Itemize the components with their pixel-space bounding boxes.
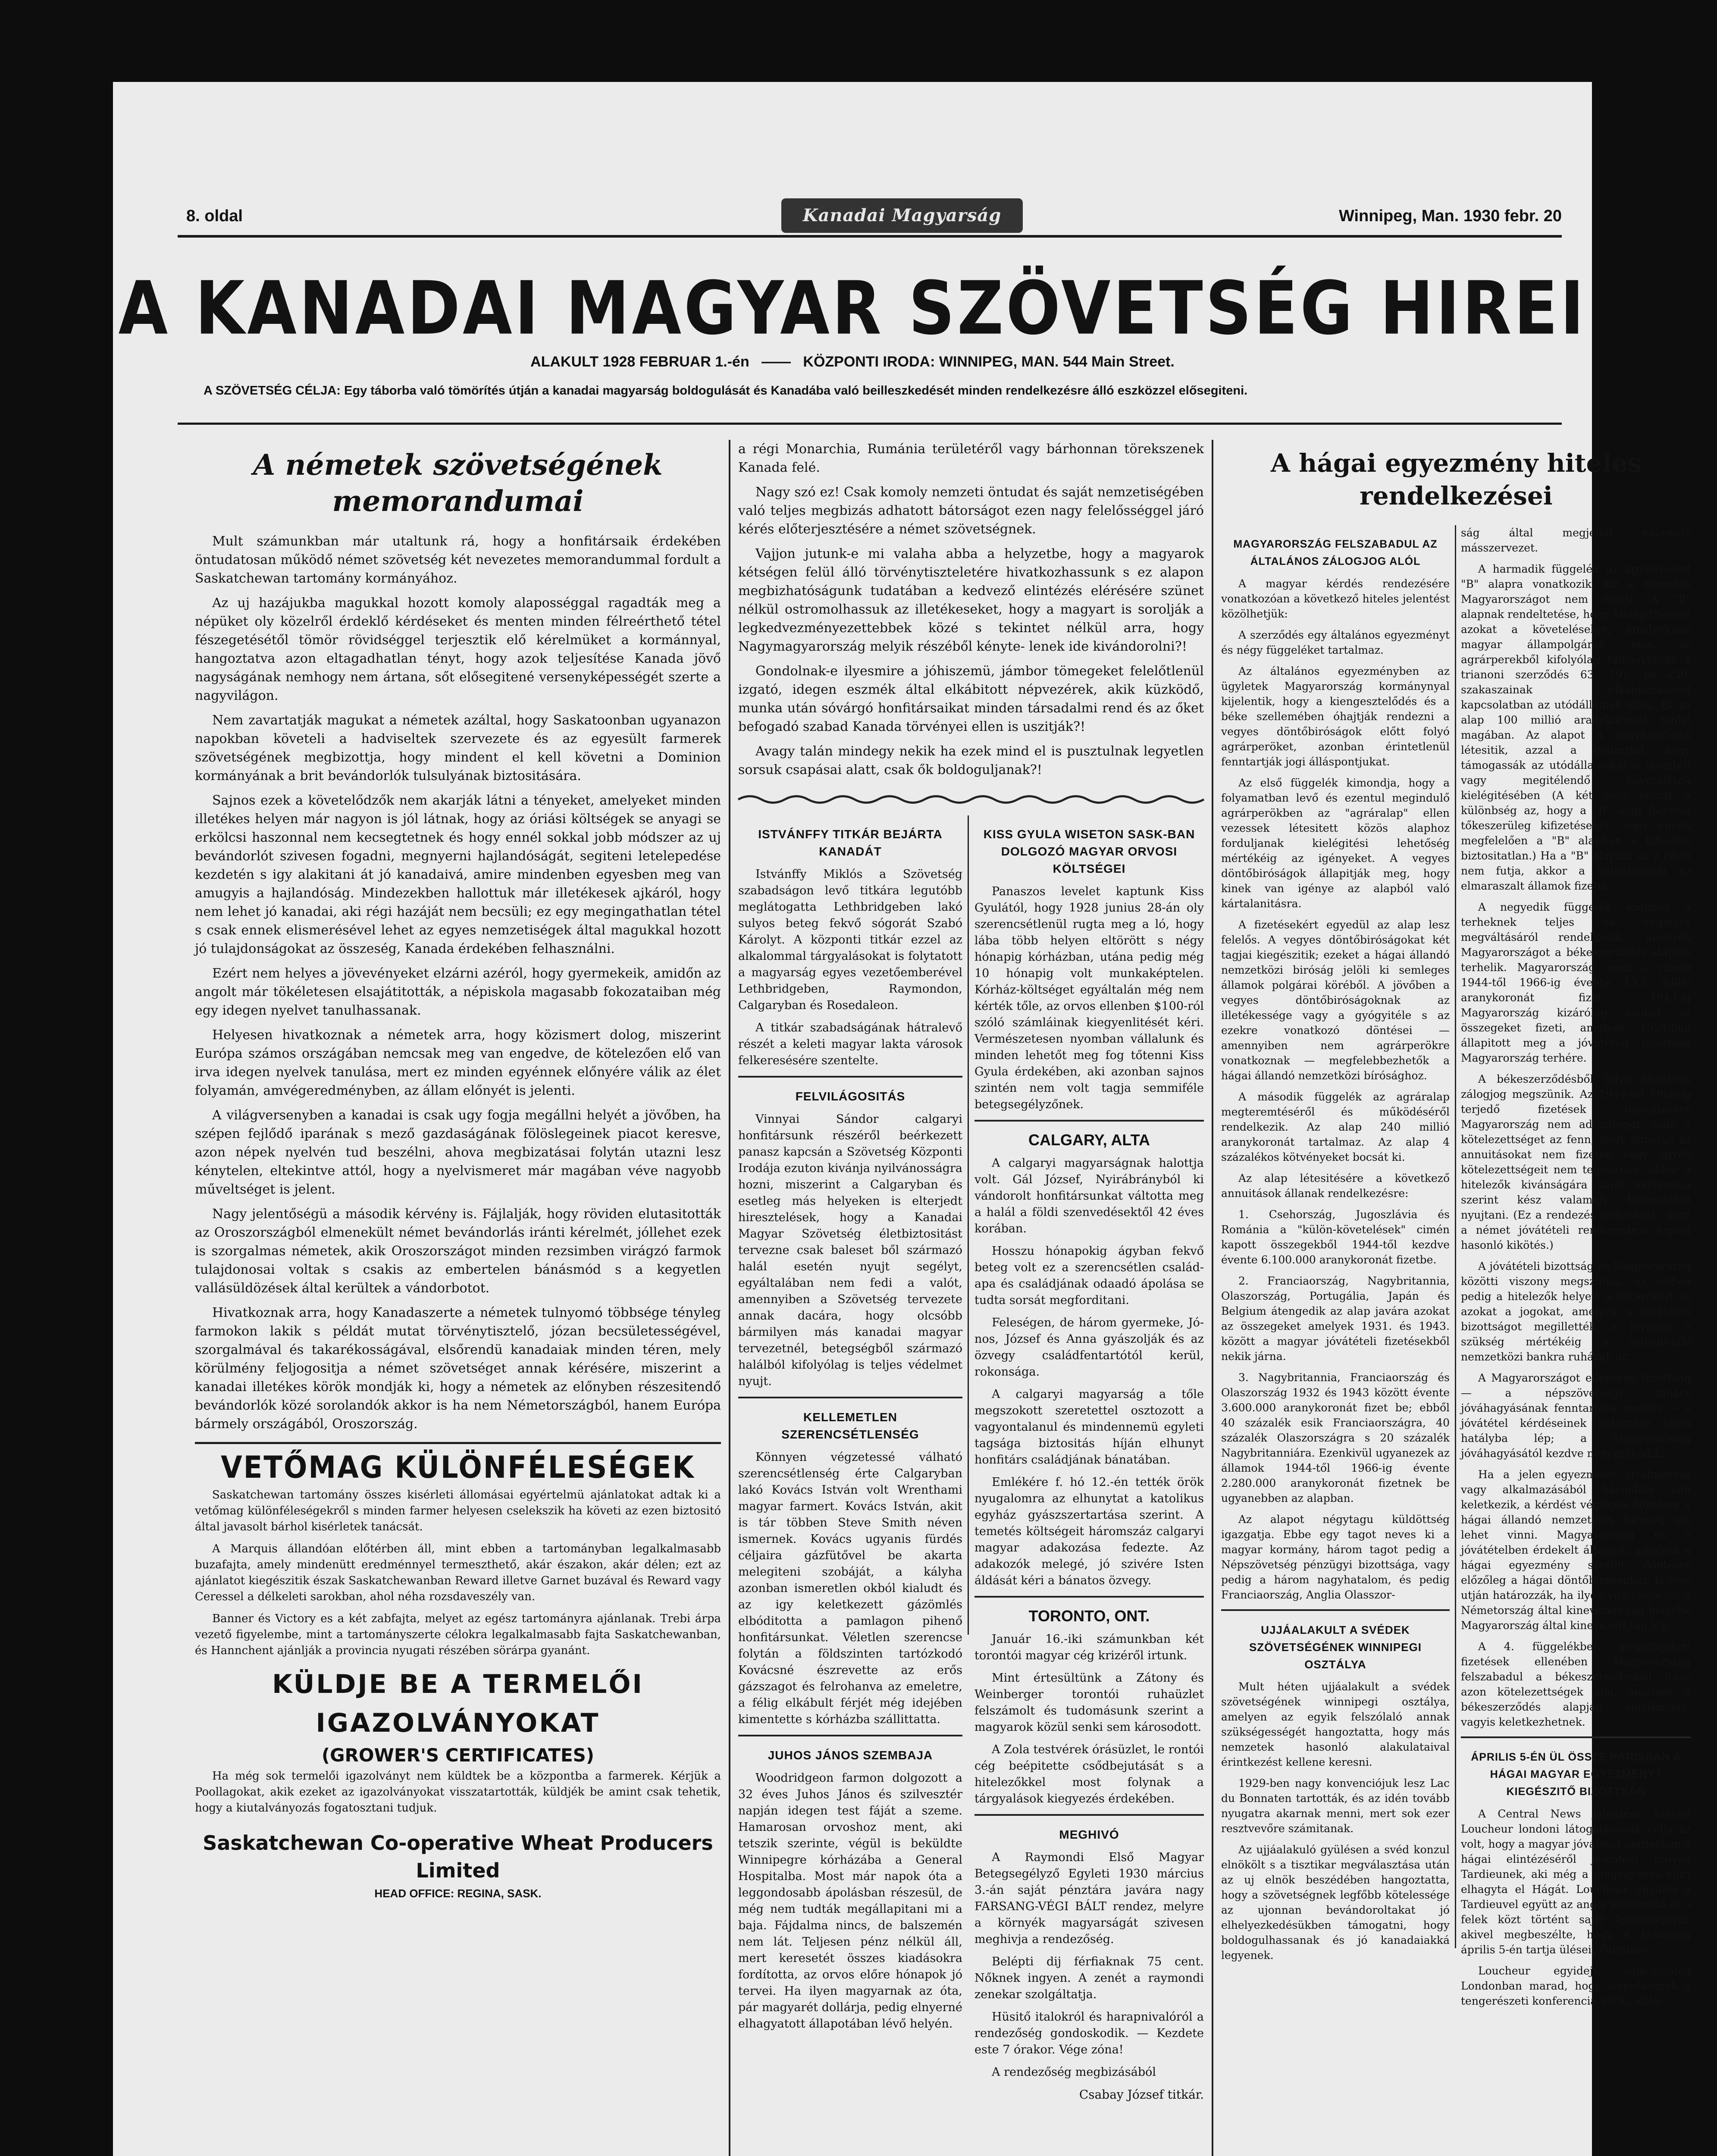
news-paragraph: Emlékére f. hó 12.-én tették örök nyugalomra az elhunytat a katolikus egyház gyászszertartása szerint. A temetés költségeit háromszáz calgaryi magyar adakozása fedezte. Az adakozók melegé, jó szivére Isten áldását kéri a bánatos özvegy.	[974, 1476, 1204, 1587]
news-paragraph: Könnyen végzetessé válható szerencsétlenség érte Calgaryban lakó Kovács István volt Wrenthami magyar farmert. Kovács István, akit is tár többen Steve Smith néven ismernek. Kovács ugyanis fürdés céljaira gázfütővel be akarta melegiteni szobáját, a kályha azonban ismeretlen okból kialudt és az igy keletkezett gázömlés elbóditotta a pamlagon pihenő honfitársunkat. Véletlen szerencse folytán a földszinten tartózkodó Kovácsné észrevette az erős gázszagot és felrohanva az emeletre, a félig elkábult férjét még idejében kimentette s kórházba szállittatta.	[738, 1451, 962, 1726]
news-paragraph: Hüsitő italokról és harapnivalóról a rendezőség gondoskodik. — Kezdete este 7 órakor. Vége zóna!	[974, 2010, 1204, 2056]
ad-callout-2: IGAZOLVÁNYOKAT	[316, 1708, 600, 1738]
news-paragraph: 1929-ben nagy konvenciójuk lesz Lac du Bonnaten tartották, és az idén tovább nyugatra akarnak menni, mert sok ezer resztvevőre számitanak.	[1221, 1777, 1450, 1835]
article-paragraph: Nagy jelentőségü a második kérvény is. Fájlalják, hogy röviden elutasitották az Oroszországból elmenekült német bevándorlás iránti kérelmét, jóllehet ezek is szorgalmas németek, akik Oroszországot minden rezsimben virágzó farmok tulajdonosai voltak s csakis az embertelen bánásmód s a kegyetlen vallásüldözések által kerültek a vándorbotot.	[195, 1206, 721, 1296]
news-paragraph: Az első függelék kimondja, hogy a folyamatban levő és ezentul megindulő agrárperökben az "agráralap" ellen vezessek létesitett közös alaphoz forduljanak kielégitési lehetőség mértékéig az igényeket. A vegyes döntőbiróságok állapitják meg, hogy kinek van igénye az alapból való kártalanitásra.	[1221, 777, 1450, 910]
article-paragraph: A világversenyben a kanadai is csak ugy fogja megállni helyét a jövőben, ha szépen fejlődő iparának s mező gazdaságának fölöslegeinek piacot keresve, azon népek nyelvén tud beszélni, ahova megbizatásai folytán utazni lesz kénytelen, eltekintve attól, hogy a nyelvismeret már magában véve nagyobb műveltséget is jelent.	[195, 1108, 721, 1197]
date-line: Winnipeg, Man. 1930 febr. 20	[1338, 207, 1562, 225]
news-paragraph: Panaszos levelet kaptunk Kiss Gyulától, hogy 1928 junius 28-án oly szerencsétlenül rugta meg a ló, hogy lába több helyen eltörött s négy hónapig kórházban, utána pedig még 10 hónapig volt munkaképtelen. Kórház-költséget egyáltalán még nem kérték tőle, az orvos ellenben $100-ról szóló számláinak kiegyenlitését kéri. Vermészetesen nyomban vállalunk és minden lehetőt meg fog tőtenni Kiss Gyula érdekében, aki azonban sajnos szintén nem volt tagja semmiféle betegsegélyzőnek.	[974, 885, 1204, 1111]
ad-callout-3: (GROWER'S CERTIFICATES)	[321, 1745, 595, 1766]
news-heading: TORONTO, ONT.	[1028, 1607, 1150, 1625]
title-rule	[178, 423, 1562, 425]
article-paragraph: Avagy talán mindegy nekik ha ezek mind el is pusztulnak legyetlen sorsuk csapásai alatt, csak ők boldoguljanak?!	[738, 744, 1204, 777]
seed-advertisement	[195, 1442, 721, 1903]
subcolumn-left	[1221, 525, 1450, 1962]
ad-paragraph: Banner és Victory es a két zabfajta, melyet az egész tartományra ajánlanak. Trebi árpa vezető figyelembe, mint a tartományszerte célokra legalkalmasabb fajta Saskatchewanban, és Hannchent ajánlják a provincia nyugati részében sörárpa gyanánt.	[195, 1612, 721, 1657]
news-paragraph: A titkár szabadságának hátralevő részét a keleti magyar lakta városok felkeresésére szentelte.	[738, 1021, 962, 1067]
ad-company: Saskatchewan Co-operative Wheat Producers Limited	[203, 1831, 713, 1882]
running-header	[113, 198, 1592, 233]
article-paragraph: a régi Monarchia, Rumánia területéről vagy bárhonnan törekszenek Kanada felé.	[738, 442, 1204, 475]
news-paragraph: A magyar kérdés rendezésére vonatkozóan a következő hiteles jelentést közölhetjük:	[1221, 577, 1450, 620]
article-paragraph: Nem zavartatják magukat a németek azáltal, hogy Saskatoonban ugyanazon napokban követeli a hadviseltek szervezete és az egyesült farmerek szövetségének megbizottja, hogy mindent el kell követni a Dominion kormányának a brit bevándorlók tulsulyának biztositására.	[195, 713, 721, 783]
founding-line: ALAKULT 1928 FEBRUAR 1.-én —— KÖZPONTI IRODA: WINNIPEG, MAN. 544 Main Street.	[530, 354, 1175, 370]
news-paragraph: Woodridgeon farmon dolgozott a 32 éves Juhos János és szilvesztér napján idegen test fáját a szeme. Hamarosan orvoshoz ment, aki tetszik szerinte, végül is beküldte Winnipegre kórházába a General Hospitalba. Most már napok óta a leggondosabb ápolásban részesül, de még nem tudták megállapitani mi a baja. Fájdalma nincs, de balszemén nem lát. Teljesen pénz nélkül áll, mert keresetét összes kiadásokra fordította, az orvos előre hónapok jó tervei. Ha ilyen magyarnak az óta, pár magyarét dollárja, pedig elnyerné elhagyatott állapotában lévő helyén.	[738, 1771, 962, 2031]
news-paragraph: A fizetésekért egyedül az alap lesz felelős. A vegyes döntőbiróságokat két tagjai kiegészitik; ezeket a hágai állandó nemzetközi biróság jelöli ki semleges államok polgárai köréből. A jövőben a vegyes döntőbiróságoknak az illetékessége vagy a gyógyitéle s az ezekre vonatkozó döntései — amennyiben nem agrárperökre vonatkoznak — megfelebbezhetők a hágai állandó nemzetközi bírósághoz.	[1221, 918, 1450, 1082]
news-paragraph: Hosszu hónapokig ágyban fekvő beteg volt ez a szerencsétlen család- apa és családjának odaadó ápolása se tudta sorsát megforditani.	[974, 1244, 1204, 1307]
news-paragraph: Az általános egyezményben az ügyletek Magyarország kormánynyal kijelentik, hogy a kiengesztelődés és a béke szellemében óhajtják rendezni a vegyes döntőbiróságok előtt folyó agrárperöket, azonban érintetlenül fenntartják jogi álláspontjukat.	[1221, 665, 1450, 768]
page-number: 8. oldal	[186, 207, 243, 225]
divider	[974, 1596, 1204, 1598]
divider	[1461, 1736, 1691, 1738]
news-paragraph: Feleségen, de három gyermeke, Jó- nos, József és Anna gyászolják és az özvegy családfentartótól kerül, rokonsága.	[974, 1316, 1204, 1379]
news-paragraph: A calgaryi magyarságnak halottja volt. Gál József, Nyirábrányból ki vándorolt honfitársunkat váltotta meg a halál a földi szenvedésektől 42 éves korában.	[974, 1156, 1204, 1235]
header-rule	[178, 235, 1562, 238]
news-paragraph: Vinnyai Sándor calgaryi honfitársunk részéről beérkezett panasz kapcsán a Szövetség Központi Irodája ezuton kivánja nyilvánosságra hozni, miszerint a Calgaryban és esetleg más helyeken is elterjedt hiresztelések, hogy a Kanadai Magyar Szövetség életbiztositást tervezne csak baleset ből származó halál esetén nyujt segélyt, egyáltalában nem fedi a valót, amennyiben a Szövetség tervezete annak dacára, hogy olcsóbb bármilyen más kanadai magyar tervezetnél, betegségből származó halálból kifolyólag is teljes védelmet nyujt.	[738, 1112, 962, 1388]
news-paragraph: Istvánffy Miklós a Szövetség szabadságon levő titkára legutóbb meglátogatta Lethbridgeben lakó sulyos beteg fekvő sógorát Szabó Károlyt. A központi titkár ezzel az alkalommal tárgyalásokat is folytatott a magyarság egyes vezetőemberével Lethbridgeben, Raymondon, Calgaryban és Rosedaleon.	[738, 868, 962, 1012]
office-text: KÖZPONTI IRODA: WINNIPEG, MAN. 544 Main Street.	[803, 354, 1175, 370]
article-paragraph: Hivatkoznak arra, hogy Kanadaszerte a németek tulnyomó többsége tényleg farmokon lakik s példát mutat törvénytisztelő, józan becsületességével, szorgalmával és takarékosságával, elsőrendü kanadaiak minden téren, mely körülmény feljogositja a német szövetséget annak kérésére, miszerint a kanadai illetékes körök mondják ki, hogy a németek az előnyben részesitendő bevándorlók közé sorolandók akkor is ha nem Németországból, hanem Európa bármely országából, Oroszország.	[195, 1305, 721, 1432]
subcolumn-rule	[1455, 525, 1456, 1948]
subcolumn-right	[974, 815, 1204, 2102]
news-paragraph: A Magyarországot ellenőrző bizottság — a népszövetségi tanács jóváhagyásának fenntartása mellett — a jóvátétel kérdéseinek eldöntése utáni hatályba lép; a Magyarország jóváhagyásától kezdve nem működik.	[1461, 1372, 1691, 1460]
article-heading-hague: A hágai egyezmény hiteles rendelkezései	[1270, 448, 1642, 511]
column-rule	[1212, 440, 1213, 2156]
divider	[1221, 1609, 1450, 1611]
column-rule	[729, 440, 730, 2156]
news-paragraph: 1. Csehország, Jugoszlávia és Románia a "külön-követelések" cimén kapott összegekből 1944-től kezdve évente 6.100.000 aranykoronát fizetbe.	[1221, 1208, 1450, 1266]
article-paragraph: Sajnos ezek a követelődzők nem akarják látni a tényeket, amelyeket minden illetékes helyen már nagyon is jól látnak, hogy az óriási költségek se anyagi se erkölcsi haszonnal nem kecsegtetnek és hogy ennél sokkal jobb módszer az uj bevándorlót szivesen fogadni, megnyerni hajlandóságát, segiteni letelepedése kezdetén s igy alakitani át jó kanadaivá, amire mindenben egyesben meg van amugyis a hajlandóság. Mindezekben hallottuk már illetékesek ajkáról, hogy nem lehet jó kanadai, aki régi hazáját nem becsüli; ez egy megingathatlan tétel s csak ennek elismerésével lehet az egyes nemzetiségek által magukkal hozott jó tulajdonságokat az összeség, Kanada érdekében felhasználni.	[195, 793, 721, 956]
news-heading: UJJÁALAKULT A SVÉDEK SZÖVETSÉGÉNEK WINNIPEGI OSZTÁLYA	[1249, 1623, 1422, 1671]
newspaper-page	[113, 82, 1691, 2156]
founded-text: ALAKULT 1928 FEBRUAR 1.-én	[530, 354, 749, 370]
ad-paragraph: Ha még sok termelői igazolványt nem küldtek be a központba a farmerek. Kérjük a Poollagokat, akik ezeket az igazolványokat visszatartották, küldjék be amint csak tehetik, hogy a kiutalványozás fogatosztani tudjuk.	[195, 1770, 721, 1814]
news-paragraph: Loucheur egyidejü valószinüleg Londonban marad, hogy segédkezzék a tengerészeti konferencia körül, külö-	[1461, 1965, 1691, 2007]
news-heading: MEGHIVÓ	[1059, 1828, 1119, 1841]
news-paragraph: Mint értesültünk a Zátony és Weinberger torontói ruhaüzlet felszámolt és tudomásunk szerint a magyarok közül senki sem károsodott.	[974, 1671, 1204, 1734]
ad-head-office: HEAD OFFICE: REGINA, SASK.	[374, 1887, 542, 1900]
news-paragraph: A Raymondi Első Magyar Betegsegélyző Egyleti 1930 március 3.-án saját pénztára javára nagy FARSANG-VÉGI BÁLT rendez, melyre a környék magyarságát szivesen meghivja a rendezőség.	[974, 1851, 1204, 1946]
news-heading: CALGARY, ALTA	[1028, 1131, 1150, 1149]
association-goal: A SZÖVETSÉG CÉLJA: Egy táborba való tömörítés útján a kanadai magyarság boldogulását és Kanadába való beilleszkedését minden rendelkezésre álló eszközzel elősegiteni.	[204, 384, 1248, 398]
news-paragraph: A békeszerződésből folyó általános zálogjog megszünik. Az 1944-től 1966-ig terjedő fizetések teljesitésére Magyarország nem ad zálogot, csak a kötelezettséget az fenn, hogy annyian az annuitásokat nem fizetné vagy egyéb kötelezettségeit nem teljesitené, akkor a hitelezők kivánságára saját választása szerint kész valamely biztositékot nyujtani. (Ez a rendezés kedvezőbb, mint a német jóvátételi rendezésben foglalt hasonló kikötés.)	[1461, 1073, 1691, 1251]
news-paragraph: A jóvátételi bizottság és Magyarország közötti viszony megszünik. Az ebben pedig a hitelezők helyett a határokért és azokat a jogokat, amelyek a jóvátételi bizottságot megillették, a jövőben a szükség mértékéig a létesitendő nemzetközi bankra ruházák át.	[1461, 1260, 1691, 1363]
divider	[974, 1814, 1204, 1816]
news-paragraph: A szerződés egy általános egyezményt és négy függeléket tartalmaz.	[1221, 629, 1450, 656]
ad-paragraph: A Marquis állandóan előtérben áll, mint ebben a tartományban legalkalmasabb buzafajta, amely mindenütt eredménnyel termeszthető, akár északon, akár délen; ezt az ajánlatot kiegészitik észak Saskatchewanban Reward illetve Garnet buzával és Reward vagy Ceressel a délkeleti sarokban, ahol néha rozsdaveszély van.	[195, 1542, 721, 1603]
ad-paragraph: Saskatchewan tartomány összes kisérleti állomásai egyértelmü ajánlatokat adtak ki a vetőmag különféleségekről s minden farmer helyesen cselekszik ha követi az ezen biztositó által javasolt bárhol kisérletek tanácsát.	[195, 1489, 721, 1533]
article-paragraph: Nagy szó ez! Csak komoly nemzeti öntudat és saját nemzetiségében való teljes megbizás adhatott bátorságot ezen nagy felelősséggel járó kérés előterjesztésére a német szövetségnek.	[738, 485, 1204, 537]
article-paragraph: Helyesen hivatkoznak a németek arra, hogy közismert dolog, miszerint Európa számos országában nemcsak meg van engedve, de kötelezően elő van irva idegen nyelvek tanulása, mert ez minden egyénnek előnyére válik az élet folyamán, amvégeredményben, az állam előnyét is jelenti.	[195, 1028, 721, 1098]
news-paragraph: A harmadik függelék az ugynevezett "B" alapra vonatkozik. Ez a függelék Magyarországot nem érinti. A "B" alapnak rendeltetése, hogy kielégithessék azokat a követeléseket, amelyeknek magyar állampolgárok nem az agrárperekből kifolyólag támasztanak a trianoni szerződés 63. 191. és 250. szakaszainak alkalmazásával kapcsolatban az utódállamok ellen. Ez az alap 100 millió aranykoronát foglal magában. Az alapot a nagyhatalmak létesitik, azzal a céllzattal, hogy támogassák az utódállamokat a megitélt vagy megitélendő követelések kielégitésében (A két alap között a különbség az, hogy a "B" alap forrásai tőkeszerüleg kifizetéseket, hogy ennek megfelelően a "B" alapban a kifizetés biztositatlan.) Ha a "B" alapból ez a célra nem futja, akkor a különbözetet az elmaraszalt államok fizetik.	[1461, 563, 1691, 892]
news-paragraph: A Zola testvérek órásüzlet, le rontói cég beépitette csődbejutását s a hitelezőkkel most folynak a tárgyalások kiegyezés érdekében.	[974, 1743, 1204, 1805]
news-heading: KELLEMETLEN SZERENCSÉTLENSÉG	[781, 1410, 919, 1441]
article-paragraph: Vajjon jutunk-e mi valaha abba a helyzetbe, hogy a magyarok kétségen felül álló törvénytiszteletére hivatkozhassunk s ez alapon megbizhatóságunk tudatában a kedvező elintézés elérésére szünet nélkül ostromolhassuk az illetékeseket, hogy a magyart is sorolják a legkedvezményezettebbek közé s tekintet nélkül arra, hogy Nagymagyarország melyik részéből kényte- lenek ide kivándorolni?!	[738, 546, 1204, 654]
article-paragraph: Az uj hazájukba magukkal hozott komoly alaposséggal ragadták meg a népüket oly közelről érdeklő kérdéseket és menten minden félreérthető tétel fészegetésétől tömör rövidséggel terjesztik elő kérelmüket a kormánnyal, hangoztatva azon eltagadhatlan tényt, hogy azok teljesítése Kanada jövő nagyságának nemhogy nem ártana, sőt elősegitené versenyképességét szerte a nagyvilágon.	[195, 595, 721, 703]
news-paragraph: A calgaryi magyarság a tőle megszokott szeretettel osztozott a vagyontalanul és mindennemü egyleti tagsága biztositás híján elhunyt honfitárs családjának bánatában.	[974, 1388, 1204, 1467]
article-heading-germans: A németek szövetségének memorandumai	[253, 448, 663, 518]
newspaper-logo: Kanadai Magyarság	[781, 198, 1023, 233]
news-paragraph: Mult héten ujjáalakult a svédek szövetségének winnipegi osztálya, amelyen az egyik felszólaló annak szükségességét hangoztatta, hogy más nemzetek hasonló alakulataival érintkezést kellene keresni.	[1221, 1680, 1450, 1768]
ad-title: VETŐMAG KÜLÖNFÉLESÉGEK	[221, 1450, 695, 1485]
news-paragraph: 3. Nagybritannia, Franciaország és Olaszország 1932 és 1943 között évente 3.600.000 aranykoronát fizet be; ebből 40 százalék esik Franciaországra, 40 százalék Olaszországra s 20 százalék Nagybritanniára. Ezenkivül ugyanezek az államok 1944-től 1966-ig évente 2.280.000 aranykoronát fizetnek be ugyanebben az alapban.	[1221, 1371, 1450, 1504]
column-left	[195, 440, 721, 2156]
article-paragraph: Ezért nem helyes a jövevényeket elzárni azéról, hogy gyermekeik, amidőn az angolt már tökéletesen elsajátitották, a népiskola magasabb fokozataiban még egy idegen nyelvet tanulhassanak.	[195, 966, 721, 1018]
news-paragraph: A negyedik függelék azoknak a terheknek teljes és végleges megváltásáról rendelkezik, amelyek Magyarországot a békeszerződés alapján terhelik. Magyarország ezen a címen 1944-től 1966-ig évente 13.5 millió aranykoronát fizet. 1943-ig Magyarország kizárólag azokat az összegeket fizeti, amelyek 1924-ben állapitott meg a jóvátételi bizottság Magyarország terhére.	[1461, 901, 1691, 1064]
subcolumn-right	[1461, 525, 1691, 2007]
column-middle	[738, 440, 1204, 2156]
divider	[738, 1397, 962, 1398]
column-right	[1221, 440, 1691, 2156]
subcolumn-left	[738, 815, 962, 2031]
middle-subcolumns	[738, 815, 1204, 2102]
subcolumn-rule	[968, 815, 969, 1635]
news-paragraph: Ha a jelen egyezmény értelmezése vagy alkalmazásából bármiféle vita keletkezik, a kérdést végleges döntésre a hágai állandó nemzetközi biróság elé lehet vinni. Magyarország és a jóvátételben érdekelt államok, amelyek a hágai egyezmény szerint döntésre előzőleg a hágai döntőbiróságban is lévő utján határozzák, ha ilyen vita előfordul a Németország által kinevezett tag helyébe Magyarország által kinevezett tag lép.	[1461, 1468, 1691, 1632]
signature-line: Csabay József titkár.	[1079, 2087, 1204, 2102]
news-paragraph: 2. Franciaország, Nagybritannia, Olaszország, Portugália, Japán és Belgium átengedik az alap javára azokat az összegeket amelyek 1931. és 1943. között a magyar jóvátételi fizetésekből nekik járna.	[1221, 1275, 1450, 1363]
page-title: A KANADAI MAGYAR SZÖVETSÉG HIREI	[118, 266, 1587, 351]
divider	[738, 1735, 962, 1736]
news-paragraph: A rendezőség megbizásából	[992, 2065, 1156, 2079]
news-paragraph: Az alapot négytagu küldöttség igazgatja. Ebbe egy tagot neves ki a magyar kormány, három tagot pedig a Népszövetség pénzügyi bizottsága, vagy pedig a három nagyhatalom, és pedig Franciaország, Anglia Olasszor-	[1221, 1513, 1450, 1601]
right-subcolumns	[1221, 525, 1691, 2007]
news-heading: ISTVÁNFFY TITKÁR BEJÁRTA KANADÁT	[758, 827, 943, 858]
divider	[974, 1120, 1204, 1122]
news-paragraph: Belépti dij férfiaknak 75 cent. Nőknek ingyen. A zenét a raymondi zenekar szolgáltatja.	[974, 1955, 1204, 2001]
ad-callout-1: KÜLDJE BE A TERMELŐI	[272, 1669, 644, 1699]
news-paragraph: Az alap létesitésére a következő annuitások állanak rendelkezésre:	[1221, 1172, 1450, 1200]
news-paragraph: Az ujjáalakuló gyülésen a svéd konzul elnökölt s a tisztikar megválasztása után az uj elnök beszédében hangoztatta, hogy a szövetségnek legfőbb kötelessége az ujonnan bevándoroltakat jó elhelyezkedésükben támogatni, hogy boldogulhassanak és jó kanadaiakká legyenek.	[1221, 1843, 1450, 1962]
news-heading: ÁPRILIS 5-ÉN ÜL ÖSSZE PÁRISBAN A HÁGAI MAGYAR EGYEZMÉNYT KIEGÉSZITŐ BIZOTTSÁG	[1471, 1751, 1681, 1798]
wave-divider	[738, 793, 1204, 806]
news-paragraph: A Central News jelentése szerint Loucheur londoni látogatásának célja az volt, hogy a magyar jóvátétel kérdésben a hágai elintézéséről jelentést tegyen Tardieunek, aki még a megegyezés előtt elhagyta el Hágát. Loucheur ugyanis a Tardieuvel együtt az angol kiegészitő és a felek közt történt sajtó igazgatójával, akivel megbeszélte, hogy a bizottság április 5-én tartja üléseit Párisban.	[1461, 1808, 1691, 1956]
divider	[738, 1076, 962, 1078]
news-paragraph: Január 16.-iki számunkban két torontói magyar cég krizéről irtunk.	[974, 1633, 1204, 1662]
news-paragraph: A második függelék az agráralap megteremtéséről és működéséről rendelkezik. Az alap 240 millió aranykoronát tartalmaz. Az alap 4 százalékos kötvényeket bocsát ki.	[1221, 1091, 1450, 1163]
news-heading: KISS GYULA WISETON SASK-BAN DOLGOZÓ MAGYAR ORVOSI KÖLTSÉGEI	[983, 827, 1195, 875]
article-paragraph: Gondolnak-e ilyesmire a jóhiszemü, jámbor tömegeket felelőtlenül izgató, idegen eszmék által elkábitott népvezérek, akik küzködő, munka után sóvárgó honfitársaikat minden társadalmi rend és az őket befogadó szabad Kanada törvényei ellen is uszitják?!	[738, 664, 1204, 734]
news-paragraph: ság által megjelölt valamely másszervezet.	[1461, 526, 1691, 554]
news-heading: FELVILÁGOSITÁS	[795, 1090, 905, 1103]
news-heading: JUHOS JÁNOS SZEMBAJA	[768, 1749, 933, 1762]
news-heading: MAGYARORSZÁG FELSZABADUL AZ ÁLTALÁNOS ZÁLOGJOG ALÓL	[1233, 538, 1438, 567]
news-paragraph: A 4. függelékben megállapitott fizetések ellenében Magyarország felszabadul a békeszerződésből folyó azon kötelezettségek alól, amelyek a békeszerződés alapján keletkeztek, vagyis keletkezhetnek.	[1461, 1640, 1691, 1728]
article-paragraph: Mult számunkban már utaltunk rá, hogy a honfitársaik érdekében öntudatosan működő német szövetség két nevezetes memorandummal fordult a Saskatchewan tartomány kormányához.	[195, 534, 721, 586]
